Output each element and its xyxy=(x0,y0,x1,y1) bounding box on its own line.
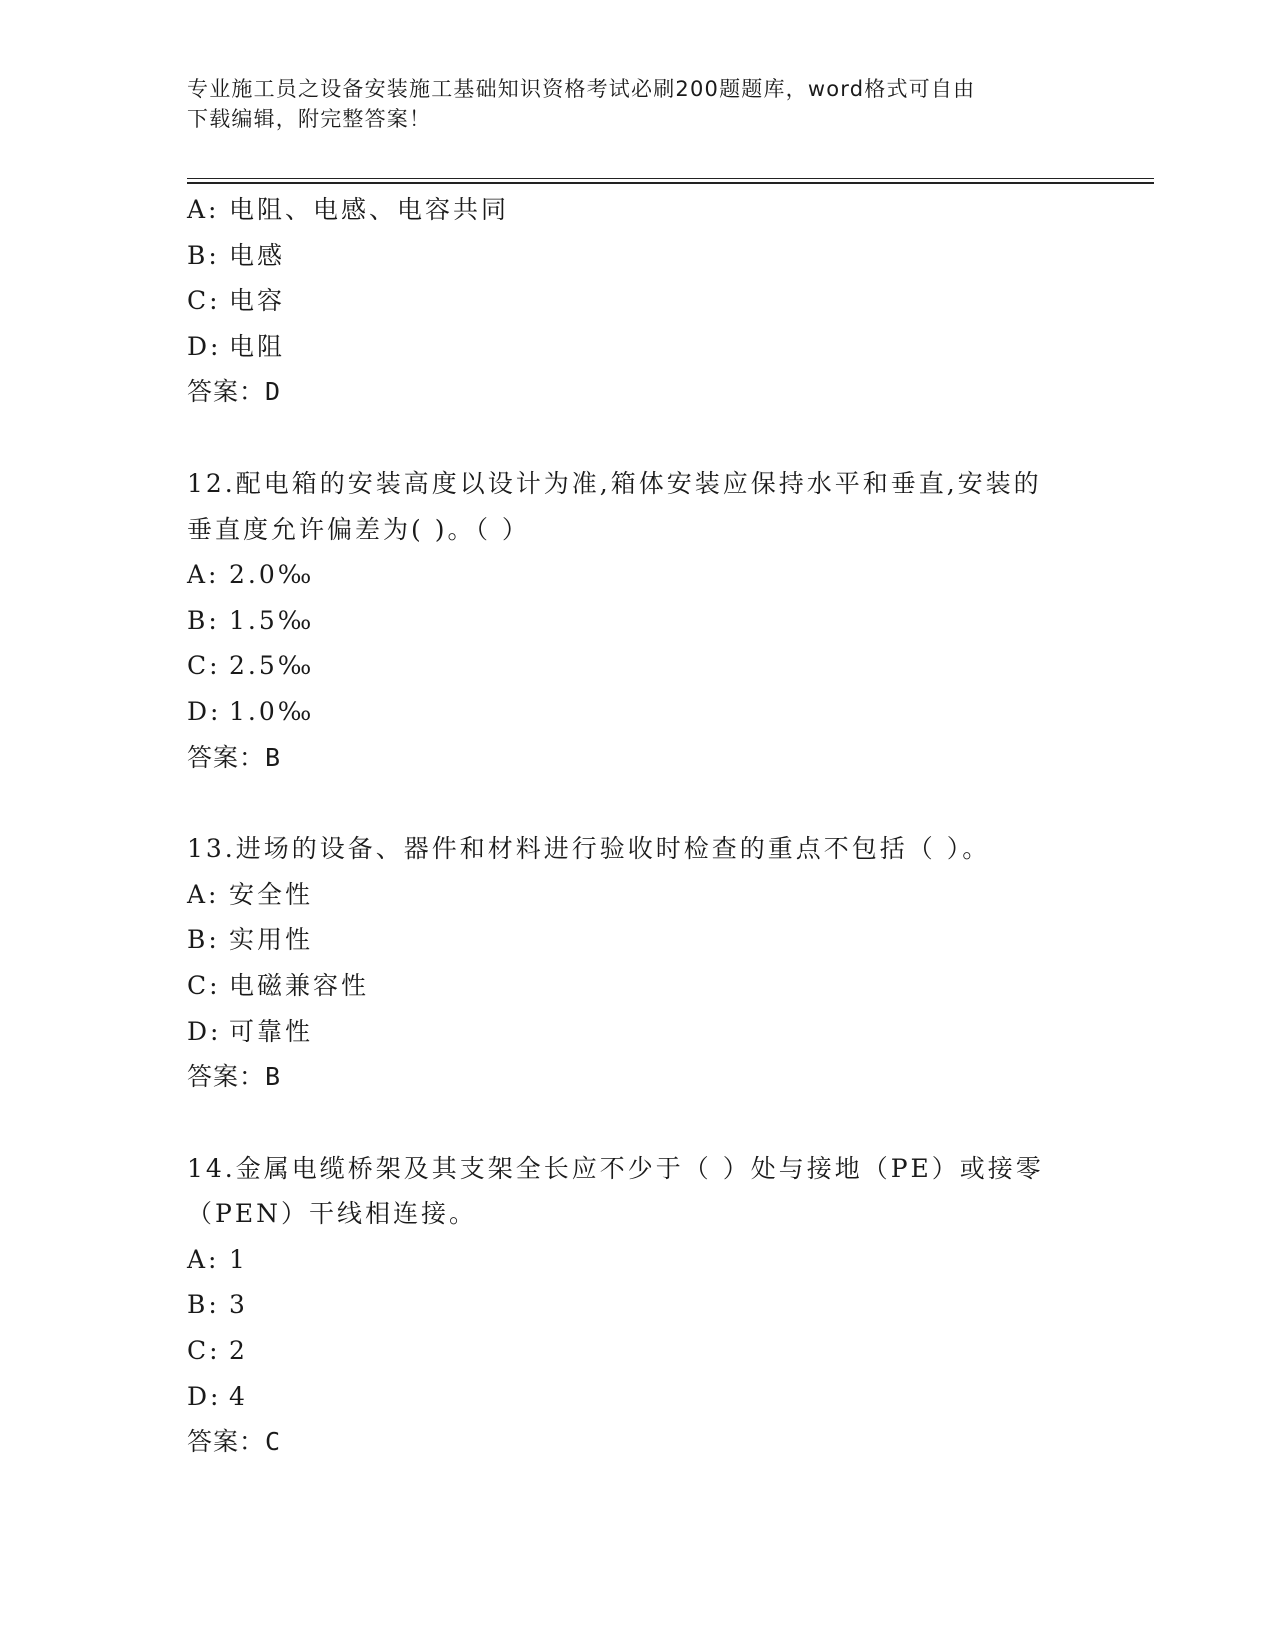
question-text-line-1: 12.配电箱的安装高度以设计为准,箱体安装应保持水平和垂直,安装的 xyxy=(187,468,1042,498)
option-c xyxy=(187,963,1147,1009)
answer-label: 答案： xyxy=(187,742,266,772)
option-key: C: xyxy=(187,970,221,1000)
option-a xyxy=(187,552,1147,598)
option-d xyxy=(187,324,1147,370)
answer-value: B xyxy=(265,1062,282,1092)
option-text: 2.0‰ xyxy=(229,560,315,590)
option-c xyxy=(187,643,1147,689)
option-key: A: xyxy=(187,879,220,909)
answer-label: 答案： xyxy=(187,1427,266,1457)
option-b xyxy=(187,1282,1147,1328)
option-b xyxy=(187,917,1147,963)
option-key: C: xyxy=(187,1336,221,1366)
option-text: 实用性 xyxy=(229,925,314,955)
answer-label: 答案： xyxy=(187,377,266,407)
option-a xyxy=(187,1237,1147,1283)
option-key: A: xyxy=(187,195,220,224)
option-text: 可靠性 xyxy=(229,1016,314,1046)
header-divider-thick xyxy=(187,182,1154,184)
header-line-1: 专业施工员之设备安装施工基础知识资格考试必刷200题题库，word格式可自由 xyxy=(187,77,976,101)
option-text: 3 xyxy=(229,1290,248,1320)
question-14 xyxy=(187,1146,1147,1465)
answer-line xyxy=(187,735,1147,781)
option-text: 电容 xyxy=(229,286,286,316)
option-key: B: xyxy=(187,605,220,635)
spacer xyxy=(187,415,1147,461)
option-text: 4 xyxy=(229,1381,248,1411)
option-text: 电磁兼容性 xyxy=(229,970,370,1000)
option-key: D: xyxy=(187,331,222,361)
option-d xyxy=(187,689,1147,735)
header-divider-thin xyxy=(187,178,1154,179)
option-key: A: xyxy=(187,560,220,590)
option-key: D: xyxy=(187,1016,222,1046)
answer-value: C xyxy=(265,1427,282,1457)
option-b xyxy=(187,233,1147,279)
question-text-line-2: （PEN）干线相连接。 xyxy=(187,1199,477,1229)
option-c xyxy=(187,1328,1147,1374)
answer-value: B xyxy=(265,742,282,772)
option-key: D: xyxy=(187,1381,222,1411)
option-text: 1.0‰ xyxy=(229,696,315,726)
option-a xyxy=(187,872,1147,918)
question-11 xyxy=(187,187,1147,415)
question-text-line-1: 14.金属电缆桥架及其支架全长应不少于（ ）处与接地（PE）或接零 xyxy=(187,1153,1044,1183)
option-text: 电感 xyxy=(229,240,286,270)
answer-line xyxy=(187,369,1147,415)
option-text: 安全性 xyxy=(229,879,314,909)
option-text: 2 xyxy=(229,1336,248,1366)
question-text-line-1: 13.进场的设备、器件和材料进行验收时检查的重点不包括（ ）。 xyxy=(187,834,991,864)
answer-line xyxy=(187,1054,1147,1100)
option-text: 1 xyxy=(229,1244,248,1274)
option-key: C: xyxy=(187,651,221,681)
option-key: A: xyxy=(187,1244,220,1274)
question-text-line-2: 垂直度允许偏差为( )。（ ） xyxy=(187,514,530,544)
option-key: C: xyxy=(187,286,221,316)
option-text: 电阻、电感、电容共同 xyxy=(229,195,510,224)
option-b xyxy=(187,598,1147,644)
question-13 xyxy=(187,826,1147,1100)
answer-value: D xyxy=(265,377,282,407)
option-d xyxy=(187,1374,1147,1420)
option-text: 2.5‰ xyxy=(229,651,315,681)
spacer xyxy=(187,1100,1147,1146)
option-d xyxy=(187,1009,1147,1055)
option-a xyxy=(187,187,1147,233)
document-header xyxy=(187,74,1087,134)
question-content xyxy=(187,187,1147,1465)
option-text: 电阻 xyxy=(229,331,286,361)
option-c xyxy=(187,278,1147,324)
option-key: B: xyxy=(187,925,220,955)
option-key: B: xyxy=(187,240,220,270)
answer-line xyxy=(187,1419,1147,1465)
header-line-2: 下载编辑，附完整答案！ xyxy=(187,107,432,131)
option-key: D: xyxy=(187,696,222,726)
answer-label: 答案： xyxy=(187,1062,266,1092)
option-text: 1.5‰ xyxy=(229,605,315,635)
option-key: B: xyxy=(187,1290,220,1320)
question-12 xyxy=(187,461,1147,780)
spacer xyxy=(187,780,1147,826)
